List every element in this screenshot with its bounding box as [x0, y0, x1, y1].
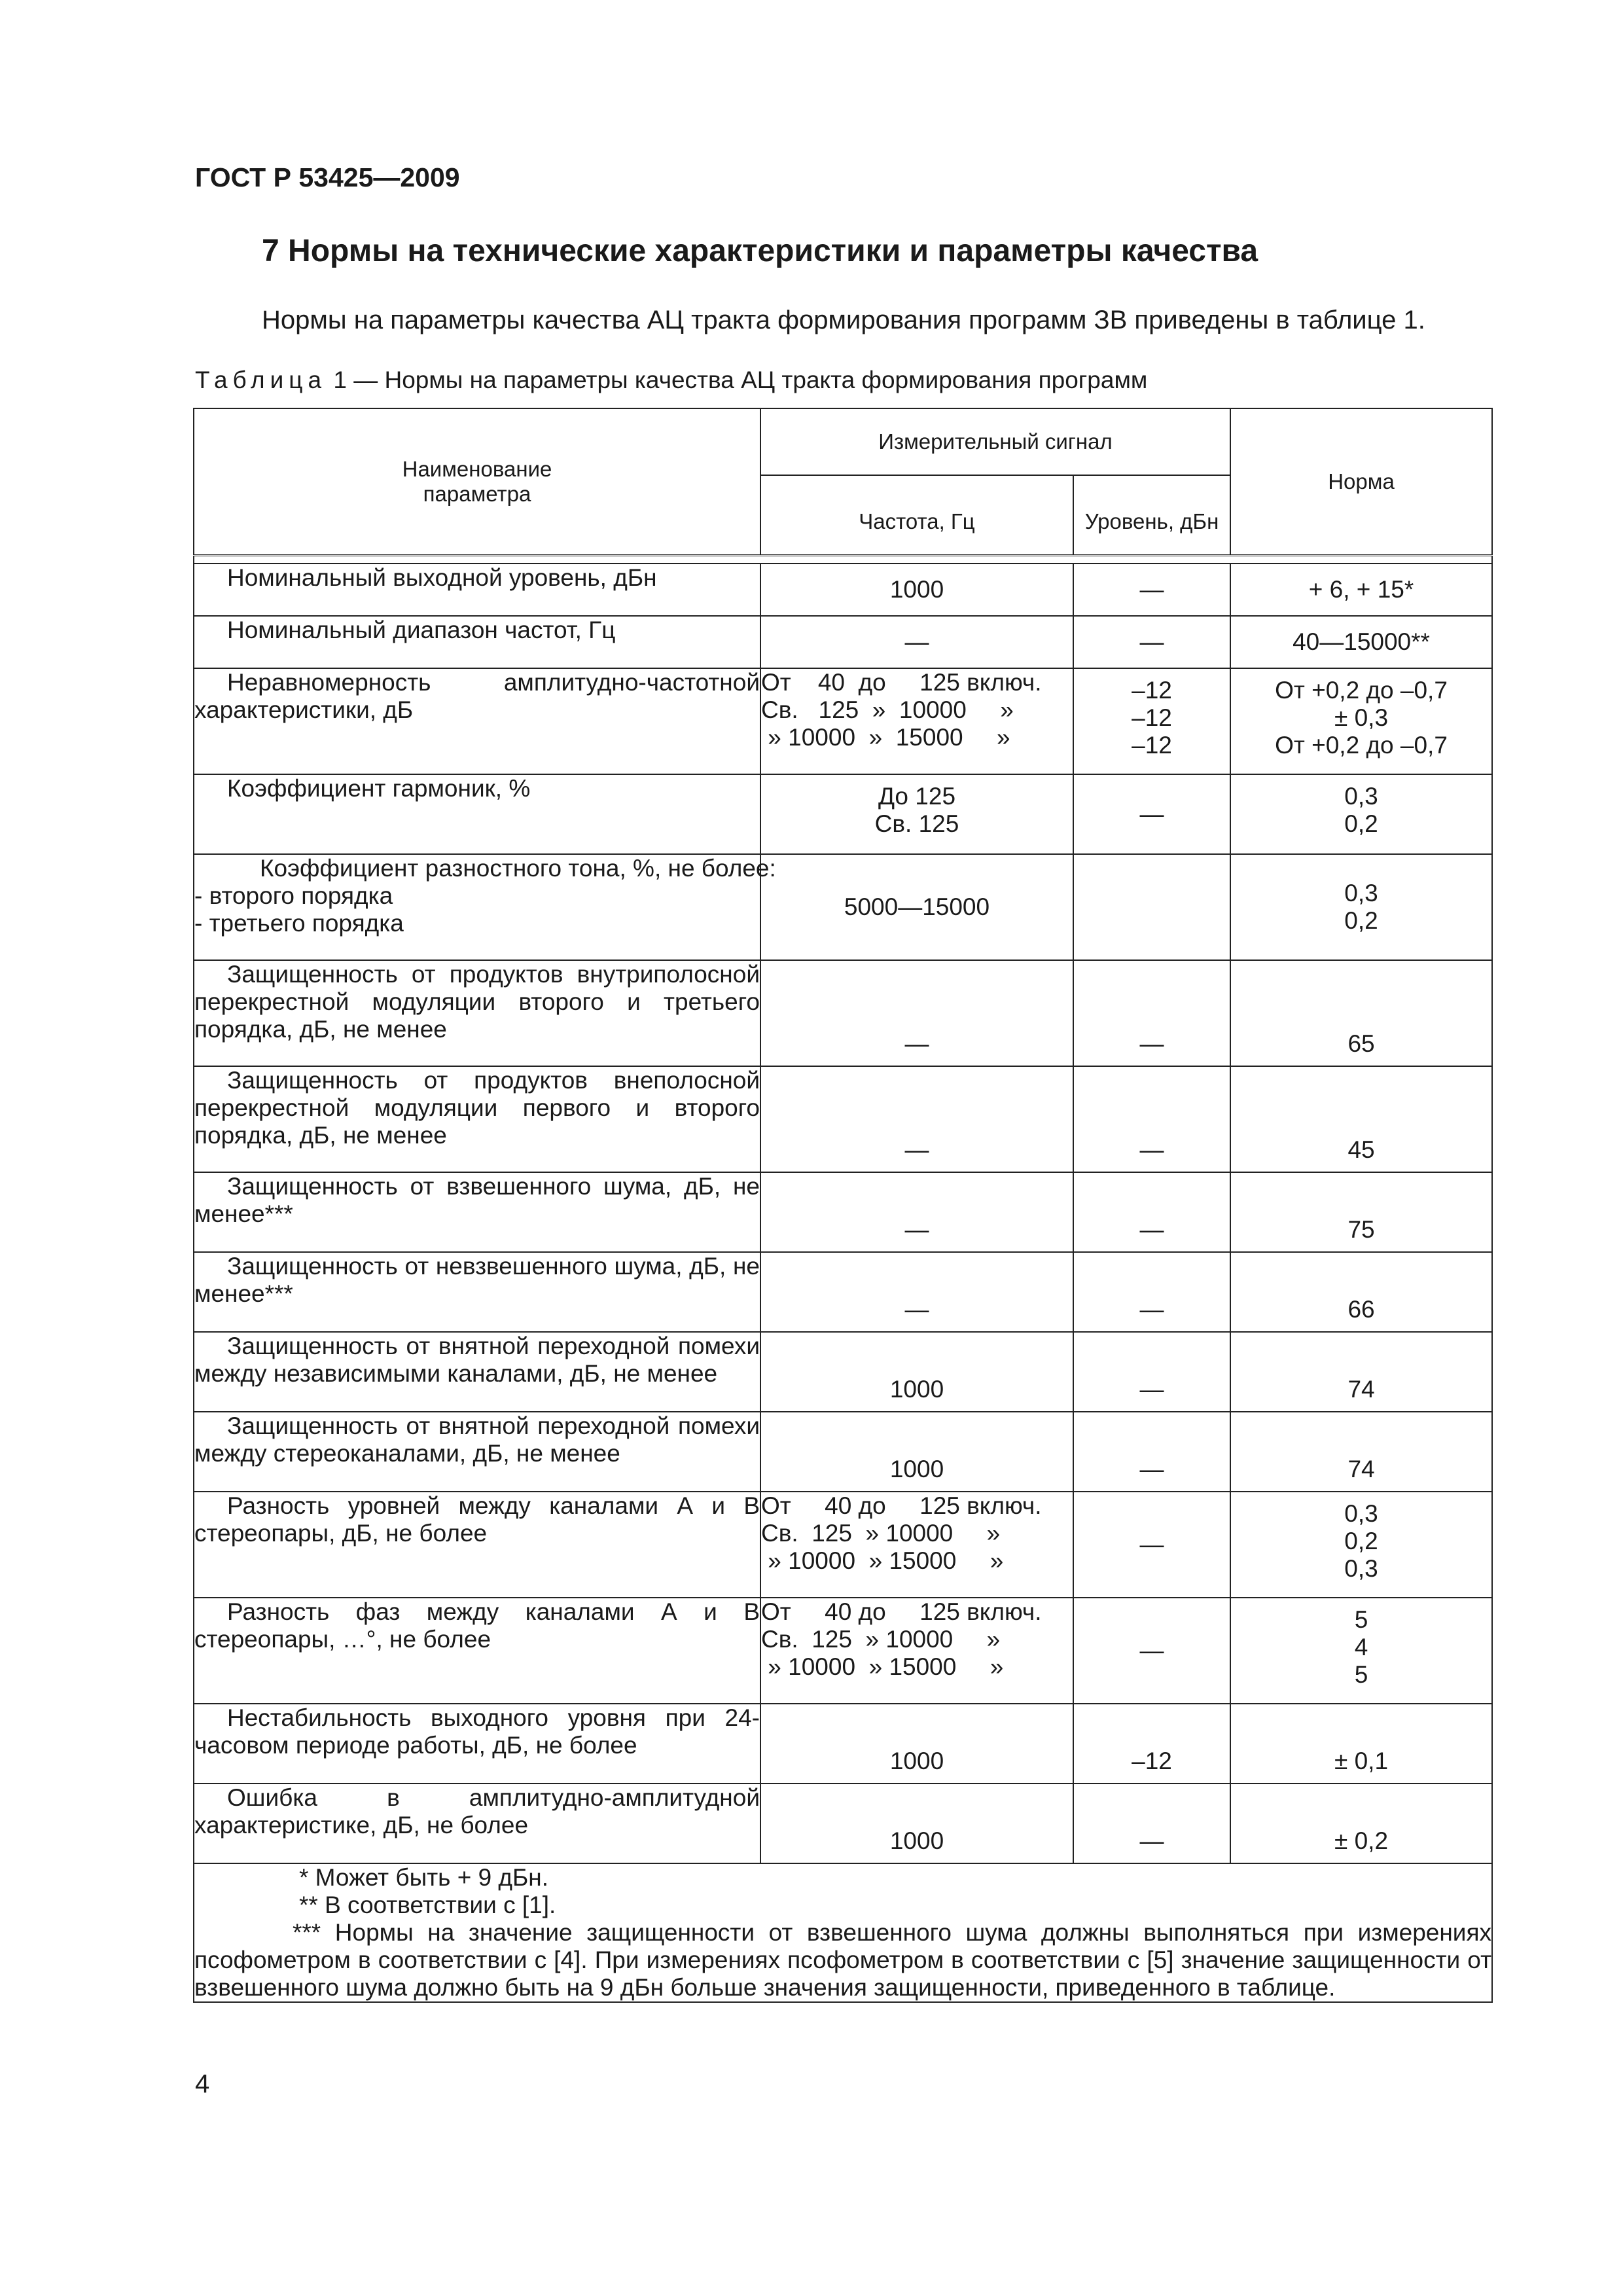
table-row [194, 616, 1492, 668]
level-cell: — [1073, 774, 1230, 854]
parameter-name: Защищенность от взвешенного шума, дБ, не менее*** [194, 1172, 760, 1252]
table-row [194, 1492, 1492, 1598]
frequency-cell: От 40 до 125 включ. Св. 125 » 10000 » » 10000 » 15000 » [760, 668, 1073, 774]
frequency-cell: От 40 до 125 включ. Св. 125 » 10000 » » 10000 » 15000 » [760, 1598, 1073, 1704]
level-cell: — [1073, 616, 1230, 668]
parameter-name: Номинальный диапазон частот, Гц [194, 616, 760, 668]
norm-cell: 45 [1230, 1066, 1492, 1172]
norm-cell: + 6, + 15* [1230, 564, 1492, 616]
table-row [194, 1704, 1492, 1784]
parameter-name: Разность уровней между каналами А и В стереопары, дБ, не более [194, 1492, 760, 1598]
parameter-name: Коэффициент разностного тона, %, не более: - второго порядка - третьего порядка [194, 854, 760, 960]
frequency-cell: — [760, 1172, 1073, 1252]
level-cell: — [1073, 564, 1230, 616]
parameter-name: Неравномерность амплитудно-частотной характеристики, дБ [194, 668, 760, 774]
norm-cell: 75 [1230, 1172, 1492, 1252]
parameter-name: Защищенность от внятной переходной помехи между стереоканалами, дБ, не менее [194, 1412, 760, 1492]
norm-cell: 66 [1230, 1252, 1492, 1332]
header-signal: Измерительный сигнал [760, 408, 1230, 475]
table-row [194, 668, 1492, 774]
level-cell: — [1073, 1332, 1230, 1412]
level-cell: — [1073, 1412, 1230, 1492]
norm-cell: 40—15000** [1230, 616, 1492, 668]
norm-cell: 74 [1230, 1412, 1492, 1492]
parameter-name: Нестабильность выходного уровня при 24-часовом периоде работы, дБ, не более [194, 1704, 760, 1784]
header-norm: Норма [1230, 408, 1492, 556]
table-row [194, 1252, 1492, 1332]
note-1: * Может быть + 9 дБн. [299, 1864, 549, 1891]
frequency-cell: До 125 Св. 125 [760, 774, 1073, 854]
frequency-cell: 1000 [760, 1704, 1073, 1784]
level-cell: –12 –12 –12 [1073, 668, 1230, 774]
section-title: 7 Нормы на технические характеристики и параметры качества [262, 234, 1258, 268]
table-row [194, 1412, 1492, 1492]
level-cell: — [1073, 1598, 1230, 1704]
frequency-cell: 1000 [760, 1332, 1073, 1412]
header-parameter-name: Наименование параметра [194, 408, 760, 556]
norm-cell: 0,3 0,2 0,3 [1230, 1492, 1492, 1598]
frequency-cell: 1000 [760, 1784, 1073, 1863]
norms-table [193, 408, 1493, 2003]
parameter-name: Защищенность от невзвешенного шума, дБ, не менее*** [194, 1252, 760, 1332]
frequency-cell: — [760, 616, 1073, 668]
header-separator [194, 556, 1492, 564]
intro-paragraph: Нормы на параметры качества АЦ тракта формирования программ ЗВ приведены в таблице 1. [262, 306, 1425, 334]
frequency-cell: — [760, 960, 1073, 1066]
table-row [194, 1172, 1492, 1252]
norm-cell: 65 [1230, 960, 1492, 1066]
page-number: 4 [195, 2070, 210, 2098]
frequency-cell: — [760, 1252, 1073, 1332]
level-cell: — [1073, 1172, 1230, 1252]
parameter-name: Защищенность от продуктов внутриполосной перекрестной модуляции второго и третьего порядка, дБ, не менее [194, 960, 760, 1066]
table-caption-text: 1 — Нормы на параметры качества АЦ тракта формирования программ [333, 367, 1148, 393]
frequency-cell: 1000 [760, 564, 1073, 616]
norm-cell: ± 0,1 [1230, 1704, 1492, 1784]
level-cell: — [1073, 1492, 1230, 1598]
note-3: *** Нормы на значение защищенности от взвешенного шума должны выполняться при измерениях псофометром в соответствии с [4]. При измерениях псофометром в соответствии с [5] значение защищенности от взвешенного шума должно быть на 9 дБн больше значения защищенности, приведенного в таблице. [194, 1919, 1492, 2001]
note-2: ** В соответствии с [1]. [299, 1892, 556, 1918]
parameter-name: Коэффициент гармоник, % [194, 774, 760, 854]
frequency-cell: — [760, 1066, 1073, 1172]
frequency-cell: От 40 до 125 включ. Св. 125 » 10000 » » 10000 » 15000 » [760, 1492, 1073, 1598]
level-cell: — [1073, 1252, 1230, 1332]
norm-cell: 0,3 0,2 [1230, 774, 1492, 854]
norm-cell: От +0,2 до –0,7 ± 0,3 От +0,2 до –0,7 [1230, 668, 1492, 774]
table-row [194, 1066, 1492, 1172]
norm-cell: 5 4 5 [1230, 1598, 1492, 1704]
level-cell: — [1073, 1066, 1230, 1172]
table-caption [195, 367, 1147, 394]
norm-cell: 0,3 0,2 [1230, 854, 1492, 960]
table-row [194, 774, 1492, 854]
table-header-row [194, 408, 1492, 475]
level-cell: — [1073, 960, 1230, 1066]
header-frequency: Частота, Гц [760, 475, 1073, 556]
table-row [194, 1332, 1492, 1412]
frequency-cell: 1000 [760, 1412, 1073, 1492]
frequency-cell: 5000—15000 [760, 854, 1073, 960]
norm-cell: ± 0,2 [1230, 1784, 1492, 1863]
parameter-name: Разность фаз между каналами А и В стереопары, …°, не более [194, 1598, 760, 1704]
norm-cell: 74 [1230, 1332, 1492, 1412]
table-row [194, 1598, 1492, 1704]
table-row [194, 854, 1492, 960]
parameter-name: Номинальный выходной уровень, дБн [194, 564, 760, 616]
parameter-name: Защищенность от внятной переходной помехи между независимыми каналами, дБ, не менее [194, 1332, 760, 1412]
table-caption-label: Таблица [195, 367, 327, 393]
notes-row [194, 1863, 1492, 2002]
level-cell: –12 [1073, 1704, 1230, 1784]
header-level: Уровень, дБн [1073, 475, 1230, 556]
parameter-name: Ошибка в амплитудно-амплитудной характеристике, дБ, не более [194, 1784, 760, 1863]
document-code: ГОСТ Р 53425—2009 [195, 162, 460, 192]
table-row [194, 960, 1492, 1066]
level-cell: — [1073, 1784, 1230, 1863]
table-notes [194, 1863, 1492, 2002]
level-cell [1073, 854, 1230, 960]
table-row [194, 1784, 1492, 1863]
table-row [194, 564, 1492, 616]
parameter-name: Защищенность от продуктов внеполосной перекрестной модуляции первого и второго порядка, дБ, не менее [194, 1066, 760, 1172]
